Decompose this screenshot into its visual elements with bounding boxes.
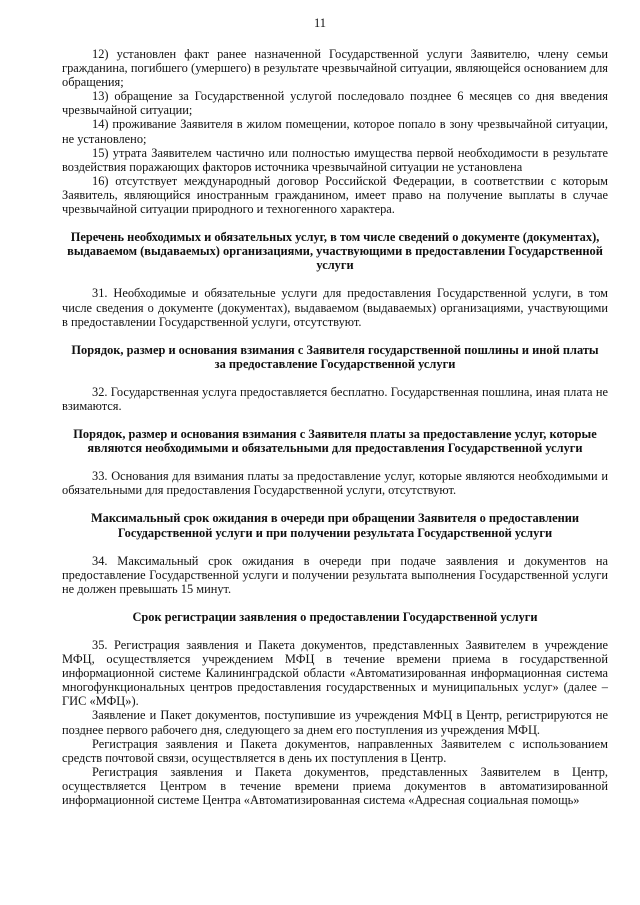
paragraph-item-14: 14) проживание Заявителя в жилом помещении, которое попало в зону чрезвычайной ситуации, не установлено; xyxy=(62,117,608,146)
page-number: 11 xyxy=(313,16,327,30)
paragraph-item-12: 12) установлен факт ранее назначенной Государственной услуги Заявителю, члену семьи гражданина, погибшего (умершего) в результате чрезвычайной ситуации, являющейся основанием для обращения; xyxy=(62,47,608,90)
document-body xyxy=(62,47,608,807)
section-heading-queue-time: Максимальный срок ожидания в очереди при обращении Заявителя о предоставлении Государственной услуги и при получении результата Государственной услуги xyxy=(90,511,580,540)
section-heading-required-services: Перечень необходимых и обязательных услуг, в том числе сведений о документе (документах), выдаваемом (выдаваемых) организациями, участвующими в предоставлении Государственной услуги xyxy=(67,230,603,273)
paragraph-34: 34. Максимальный срок ожидания в очереди при подаче заявления и документов на предоставление Государственной услуги и получении результата выполнения Государственной услуги не должен превышать 15 минут. xyxy=(62,553,608,596)
paragraph-35-center: Регистрация заявления и Пакета документов, представленных Заявителем в Центр, осуществляется Центром в течение времени приема документов в автоматизированной информационной системе Центра «Автоматизированная система «Адресная социальная помощь» xyxy=(62,764,608,808)
paragraph-32: 32. Государственная услуга предоставляется бесплатно. Государственная пошлина, иная плата не взимаются. xyxy=(62,384,608,413)
section-heading-registration-term: Срок регистрации заявления о предоставлении Государственной услуги xyxy=(132,609,538,624)
paragraph-35-postal: Регистрация заявления и Пакета документов, направленных Заявителем с использованием средств почтовой связи, осуществляется в день их поступления в Центр. xyxy=(62,736,608,765)
paragraph-item-16: 16) отсутствует международный договор Российской Федерации, в соответствии с которым Заявитель, являющийся иностранным гражданином, имеет право на получение выплаты в случае чрезвычайной ситуации природного и техногенного характера. xyxy=(62,173,608,217)
paragraph-item-13: 13) обращение за Государственной услугой последовало позднее 6 месяцев со дня введения чрезвычайной ситуации; xyxy=(62,89,608,118)
paragraph-33: 33. Основания для взимания платы за предоставление услуг, которые являются необходимыми и обязательными для предоставления Государственной услуги, отсутствуют. xyxy=(62,469,608,498)
section-heading-service-fee: Порядок, размер и основания взимания с Заявителя платы за предоставление услуг, которые являются необходимыми и обязательными для предоставления Государственной услуги xyxy=(73,427,597,456)
paragraph-31: 31. Необходимые и обязательные услуги для предоставления Государственной услуги, в том числе сведения о документе (документах), выдаваемом (выдаваемых) организациями, участвующими в предоставлении Государственной услуги, отсутствуют. xyxy=(62,286,608,329)
section-heading-state-fee: Порядок, размер и основания взимания с Заявителя государственной пошлины и иной платы за предоставление Государственной услуги xyxy=(71,342,599,371)
paragraph-item-15: 15) утрата Заявителем частично или полностью имущества первой необходимости в результате воздействия поражающих факторов источника чрезвычайной ситуации не установлена xyxy=(62,145,608,174)
paragraph-35: 35. Регистрация заявления и Пакета документов, представленных Заявителем в учреждение МФЦ, осуществляется учреждением МФЦ в течение времени приема в государственной информационной системе Калининградской области «Автоматизированная информационная система многофункциональных центров предоставления государственных и муниципальных услуг» (далее – ГИС «МФЦ»). xyxy=(62,638,608,709)
paragraph-35-registration-center: Заявление и Пакет документов, поступившие из учреждения МФЦ в Центр, регистрируются не позднее первого рабочего дня, следующего за днем его поступления из учреждения МФЦ. xyxy=(62,708,608,737)
